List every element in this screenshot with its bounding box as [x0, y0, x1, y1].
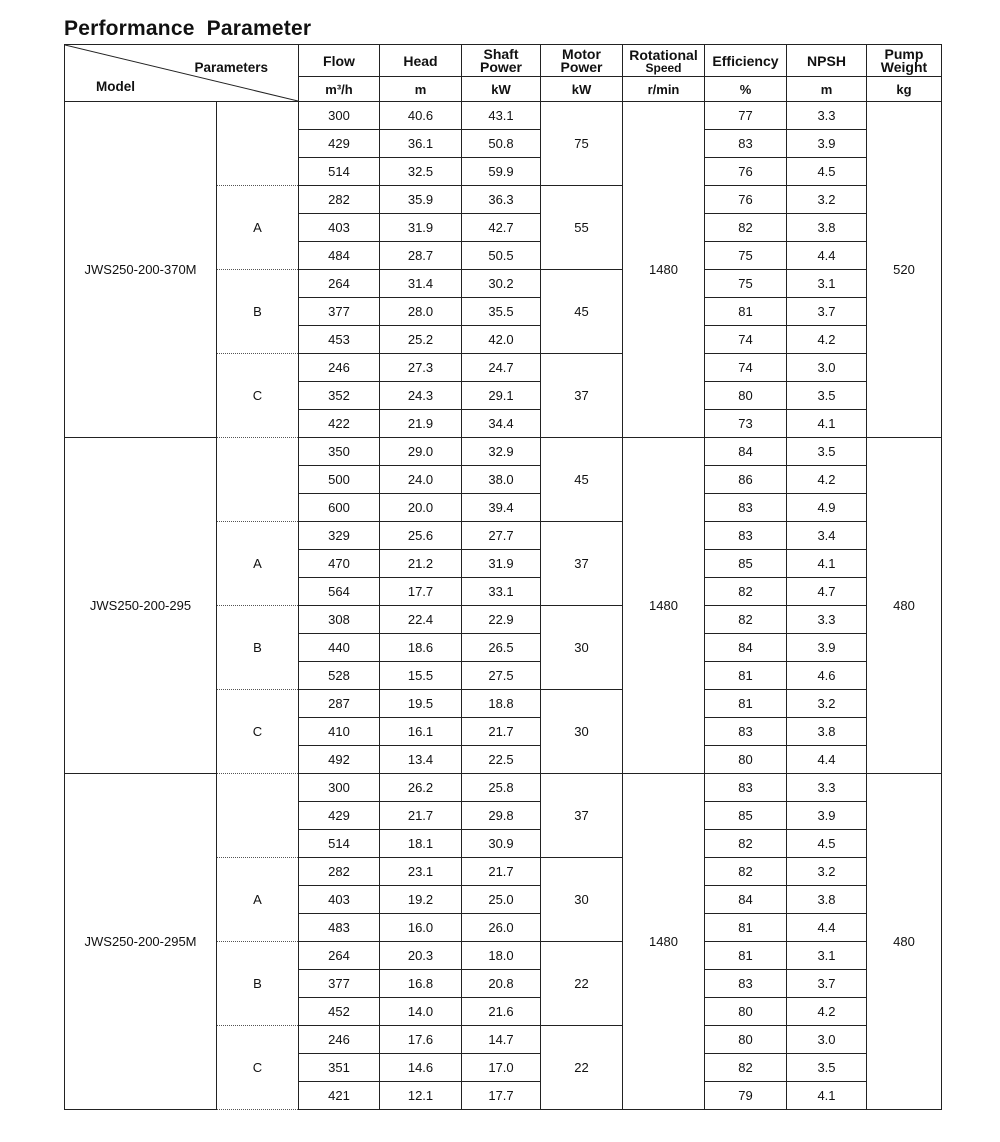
shaft-power-cell: 36.3	[462, 186, 541, 214]
flow-cell: 403	[299, 886, 380, 914]
col-header-efficiency: Efficiency	[705, 45, 787, 77]
col-header-pump-weight	[867, 45, 942, 77]
flow-cell: 470	[299, 550, 380, 578]
flow-cell: 564	[299, 578, 380, 606]
flow-cell: 377	[299, 970, 380, 998]
npsh-cell: 3.7	[787, 298, 867, 326]
flow-cell: 246	[299, 1026, 380, 1054]
head-cell: 12.1	[380, 1082, 462, 1110]
flow-cell: 264	[299, 942, 380, 970]
flow-cell: 453	[299, 326, 380, 354]
efficiency-cell: 79	[705, 1082, 787, 1110]
flow-cell: 287	[299, 690, 380, 718]
head-cell: 32.5	[380, 158, 462, 186]
pump-weight-cell: 480	[867, 438, 942, 774]
shaft-power-cell: 21.6	[462, 998, 541, 1026]
shaft-power-cell: 14.7	[462, 1026, 541, 1054]
efficiency-cell: 84	[705, 634, 787, 662]
npsh-cell: 3.3	[787, 102, 867, 130]
efficiency-cell: 81	[705, 662, 787, 690]
shaft-power-cell: 24.7	[462, 354, 541, 382]
shaft-power-cell: 30.9	[462, 830, 541, 858]
shaft-power-cell: 30.2	[462, 270, 541, 298]
unit-rotational-speed: r/min	[623, 77, 705, 102]
npsh-cell: 4.7	[787, 578, 867, 606]
efficiency-cell: 83	[705, 494, 787, 522]
col-header-rotational-speed	[623, 45, 705, 77]
shaft-power-cell: 33.1	[462, 578, 541, 606]
head-cell: 17.6	[380, 1026, 462, 1054]
motor-power-cell: 37	[541, 774, 623, 858]
head-cell: 25.2	[380, 326, 462, 354]
unit-head: m	[380, 77, 462, 102]
rotational-speed-cell: 1480	[623, 102, 705, 438]
model-cell: JWS250-200-370M	[65, 102, 217, 438]
head-cell: 25.6	[380, 522, 462, 550]
model-group	[65, 774, 942, 1110]
flow-cell: 528	[299, 662, 380, 690]
variant-label: A	[217, 186, 299, 270]
shaft-power-cell: 32.9	[462, 438, 541, 466]
flow-cell: 429	[299, 130, 380, 158]
npsh-cell: 4.1	[787, 550, 867, 578]
efficiency-cell: 80	[705, 746, 787, 774]
efficiency-cell: 82	[705, 214, 787, 242]
pump-weight-cell: 520	[867, 102, 942, 438]
flow-cell: 403	[299, 214, 380, 242]
motor-power-cell: 55	[541, 186, 623, 270]
unit-efficiency: %	[705, 77, 787, 102]
efficiency-cell: 83	[705, 718, 787, 746]
npsh-cell: 4.5	[787, 158, 867, 186]
head-cell: 36.1	[380, 130, 462, 158]
npsh-cell: 4.2	[787, 326, 867, 354]
variant-label: B	[217, 270, 299, 354]
flow-cell: 514	[299, 158, 380, 186]
head-cell: 40.6	[380, 102, 462, 130]
shaft-power-cell: 39.4	[462, 494, 541, 522]
efficiency-cell: 82	[705, 606, 787, 634]
shaft-power-cell: 42.7	[462, 214, 541, 242]
variant-label	[217, 438, 299, 522]
col-header-flow: Flow	[299, 45, 380, 77]
flow-cell: 246	[299, 354, 380, 382]
pump-weight-cell: 480	[867, 774, 942, 1110]
variant-label: A	[217, 858, 299, 942]
efficiency-cell: 73	[705, 410, 787, 438]
shaft-power-cell: 50.8	[462, 130, 541, 158]
col-header-line: Power	[479, 58, 522, 75]
head-cell: 19.5	[380, 690, 462, 718]
shaft-power-cell: 26.5	[462, 634, 541, 662]
head-cell: 17.7	[380, 578, 462, 606]
shaft-power-cell: 35.5	[462, 298, 541, 326]
flow-cell: 421	[299, 1082, 380, 1110]
head-cell: 13.4	[380, 746, 462, 774]
efficiency-cell: 85	[705, 802, 787, 830]
npsh-cell: 3.1	[787, 942, 867, 970]
motor-power-cell: 37	[541, 522, 623, 606]
model-cell: JWS250-200-295	[65, 438, 217, 774]
motor-power-cell: 30	[541, 690, 623, 774]
flow-cell: 300	[299, 774, 380, 802]
flow-cell: 429	[299, 802, 380, 830]
efficiency-cell: 77	[705, 102, 787, 130]
npsh-cell: 3.5	[787, 438, 867, 466]
head-cell: 20.0	[380, 494, 462, 522]
efficiency-cell: 83	[705, 522, 787, 550]
flow-cell: 440	[299, 634, 380, 662]
efficiency-cell: 84	[705, 886, 787, 914]
unit-pump-weight: kg	[867, 77, 942, 102]
npsh-cell: 3.3	[787, 606, 867, 634]
head-cell: 21.7	[380, 802, 462, 830]
rotational-speed-cell: 1480	[623, 774, 705, 1110]
npsh-cell: 3.7	[787, 970, 867, 998]
head-cell: 18.6	[380, 634, 462, 662]
npsh-cell: 3.2	[787, 186, 867, 214]
npsh-cell: 3.3	[787, 774, 867, 802]
efficiency-cell: 74	[705, 326, 787, 354]
flow-cell: 329	[299, 522, 380, 550]
head-cell: 29.0	[380, 438, 462, 466]
flow-cell: 492	[299, 746, 380, 774]
flow-cell: 514	[299, 830, 380, 858]
flow-cell: 377	[299, 298, 380, 326]
head-cell: 24.3	[380, 382, 462, 410]
variant-label: B	[217, 606, 299, 690]
head-cell: 21.2	[380, 550, 462, 578]
model-cell: JWS250-200-295M	[65, 774, 217, 1110]
efficiency-cell: 86	[705, 466, 787, 494]
shaft-power-cell: 31.9	[462, 550, 541, 578]
npsh-cell: 3.0	[787, 354, 867, 382]
npsh-cell: 3.5	[787, 382, 867, 410]
shaft-power-cell: 18.0	[462, 942, 541, 970]
head-cell: 28.0	[380, 298, 462, 326]
variant-label: C	[217, 690, 299, 774]
table-row	[65, 438, 942, 466]
npsh-cell: 3.8	[787, 718, 867, 746]
npsh-cell: 4.4	[787, 914, 867, 942]
shaft-power-cell: 27.5	[462, 662, 541, 690]
efficiency-cell: 82	[705, 578, 787, 606]
model-label: Model	[96, 79, 135, 94]
efficiency-cell: 81	[705, 914, 787, 942]
efficiency-cell: 82	[705, 1054, 787, 1082]
col-header-line: Rotational	[629, 46, 698, 63]
variant-label	[217, 102, 299, 186]
header-diagonal-cell	[65, 45, 299, 102]
col-header-line: Speed	[645, 60, 682, 75]
col-header-head: Head	[380, 45, 462, 77]
shaft-power-cell: 29.1	[462, 382, 541, 410]
flow-cell: 308	[299, 606, 380, 634]
motor-power-cell: 37	[541, 354, 623, 438]
efficiency-cell: 80	[705, 1026, 787, 1054]
head-cell: 22.4	[380, 606, 462, 634]
efficiency-cell: 80	[705, 382, 787, 410]
npsh-cell: 3.8	[787, 886, 867, 914]
efficiency-cell: 83	[705, 774, 787, 802]
shaft-power-cell: 26.0	[462, 914, 541, 942]
shaft-power-cell: 43.1	[462, 102, 541, 130]
head-cell: 26.2	[380, 774, 462, 802]
npsh-cell: 3.2	[787, 690, 867, 718]
npsh-cell: 4.1	[787, 1082, 867, 1110]
shaft-power-cell: 17.7	[462, 1082, 541, 1110]
motor-power-cell: 45	[541, 270, 623, 354]
unit-npsh: m	[787, 77, 867, 102]
motor-power-cell: 30	[541, 858, 623, 942]
flow-cell: 282	[299, 186, 380, 214]
shaft-power-cell: 59.9	[462, 158, 541, 186]
efficiency-cell: 84	[705, 438, 787, 466]
motor-power-cell: 22	[541, 942, 623, 1026]
flow-cell: 352	[299, 382, 380, 410]
efficiency-cell: 81	[705, 942, 787, 970]
efficiency-cell: 82	[705, 830, 787, 858]
head-cell: 16.0	[380, 914, 462, 942]
npsh-cell: 3.2	[787, 858, 867, 886]
flow-cell: 282	[299, 858, 380, 886]
shaft-power-cell: 22.9	[462, 606, 541, 634]
head-cell: 20.3	[380, 942, 462, 970]
head-cell: 16.8	[380, 970, 462, 998]
efficiency-cell: 80	[705, 998, 787, 1026]
col-header-motor-power	[541, 45, 623, 77]
npsh-cell: 3.5	[787, 1054, 867, 1082]
shaft-power-cell: 27.7	[462, 522, 541, 550]
variant-label: A	[217, 522, 299, 606]
npsh-cell: 4.9	[787, 494, 867, 522]
npsh-cell: 3.9	[787, 802, 867, 830]
unit-flow: m³/h	[299, 77, 380, 102]
head-cell: 14.6	[380, 1054, 462, 1082]
flow-cell: 351	[299, 1054, 380, 1082]
table-row	[65, 102, 942, 130]
unit-motor-power: kW	[541, 77, 623, 102]
col-header-line: Shaft	[483, 45, 519, 62]
rotational-speed-cell: 1480	[623, 438, 705, 774]
flow-cell: 483	[299, 914, 380, 942]
efficiency-cell: 81	[705, 298, 787, 326]
efficiency-cell: 85	[705, 550, 787, 578]
shaft-power-cell: 21.7	[462, 718, 541, 746]
col-header-line: Power	[560, 58, 603, 75]
flow-cell: 500	[299, 466, 380, 494]
col-header-shaft-power	[462, 45, 541, 77]
efficiency-cell: 82	[705, 858, 787, 886]
variant-label: C	[217, 354, 299, 438]
head-cell: 18.1	[380, 830, 462, 858]
col-header-line: Pump	[884, 45, 924, 62]
npsh-cell: 4.5	[787, 830, 867, 858]
flow-cell: 410	[299, 718, 380, 746]
head-cell: 27.3	[380, 354, 462, 382]
shaft-power-cell: 21.7	[462, 858, 541, 886]
shaft-power-cell: 29.8	[462, 802, 541, 830]
npsh-cell: 3.1	[787, 270, 867, 298]
shaft-power-cell: 25.8	[462, 774, 541, 802]
flow-cell: 452	[299, 998, 380, 1026]
head-cell: 35.9	[380, 186, 462, 214]
motor-power-cell: 22	[541, 1026, 623, 1110]
motor-power-cell: 30	[541, 606, 623, 690]
head-cell: 19.2	[380, 886, 462, 914]
flow-cell: 422	[299, 410, 380, 438]
npsh-cell: 4.6	[787, 662, 867, 690]
table-row	[65, 774, 942, 802]
npsh-cell: 4.1	[787, 410, 867, 438]
col-header-npsh: NPSH	[787, 45, 867, 77]
efficiency-cell: 76	[705, 186, 787, 214]
model-group	[65, 102, 942, 438]
npsh-cell: 3.4	[787, 522, 867, 550]
shaft-power-cell: 42.0	[462, 326, 541, 354]
shaft-power-cell: 17.0	[462, 1054, 541, 1082]
flow-cell: 484	[299, 242, 380, 270]
shaft-power-cell: 22.5	[462, 746, 541, 774]
npsh-cell: 3.0	[787, 1026, 867, 1054]
head-cell: 21.9	[380, 410, 462, 438]
page-title: Performance Parameter	[64, 17, 312, 40]
npsh-cell: 4.4	[787, 242, 867, 270]
col-header-line: Weight	[880, 58, 928, 75]
flow-cell: 264	[299, 270, 380, 298]
head-cell: 16.1	[380, 718, 462, 746]
motor-power-cell: 75	[541, 102, 623, 186]
variant-label	[217, 774, 299, 858]
variant-label: B	[217, 942, 299, 1026]
motor-power-cell: 45	[541, 438, 623, 522]
npsh-cell: 4.4	[787, 746, 867, 774]
variant-label: C	[217, 1026, 299, 1110]
npsh-cell: 4.2	[787, 998, 867, 1026]
efficiency-cell: 83	[705, 130, 787, 158]
efficiency-cell: 76	[705, 158, 787, 186]
parameters-label: Parameters	[194, 60, 268, 75]
shaft-power-cell: 38.0	[462, 466, 541, 494]
model-group	[65, 438, 942, 774]
flow-cell: 350	[299, 438, 380, 466]
performance-table	[64, 44, 942, 1110]
npsh-cell: 4.2	[787, 466, 867, 494]
npsh-cell: 3.8	[787, 214, 867, 242]
head-cell: 31.4	[380, 270, 462, 298]
unit-shaft-power: kW	[462, 77, 541, 102]
efficiency-cell: 75	[705, 270, 787, 298]
col-header-line: Motor	[562, 45, 601, 62]
flow-cell: 300	[299, 102, 380, 130]
efficiency-cell: 81	[705, 690, 787, 718]
head-cell: 14.0	[380, 998, 462, 1026]
efficiency-cell: 75	[705, 242, 787, 270]
head-cell: 15.5	[380, 662, 462, 690]
npsh-cell: 3.9	[787, 130, 867, 158]
head-cell: 23.1	[380, 858, 462, 886]
shaft-power-cell: 34.4	[462, 410, 541, 438]
head-cell: 24.0	[380, 466, 462, 494]
head-cell: 28.7	[380, 242, 462, 270]
shaft-power-cell: 20.8	[462, 970, 541, 998]
head-cell: 31.9	[380, 214, 462, 242]
flow-cell: 600	[299, 494, 380, 522]
efficiency-cell: 74	[705, 354, 787, 382]
efficiency-cell: 83	[705, 970, 787, 998]
shaft-power-cell: 25.0	[462, 886, 541, 914]
npsh-cell: 3.9	[787, 634, 867, 662]
shaft-power-cell: 18.8	[462, 690, 541, 718]
shaft-power-cell: 50.5	[462, 242, 541, 270]
